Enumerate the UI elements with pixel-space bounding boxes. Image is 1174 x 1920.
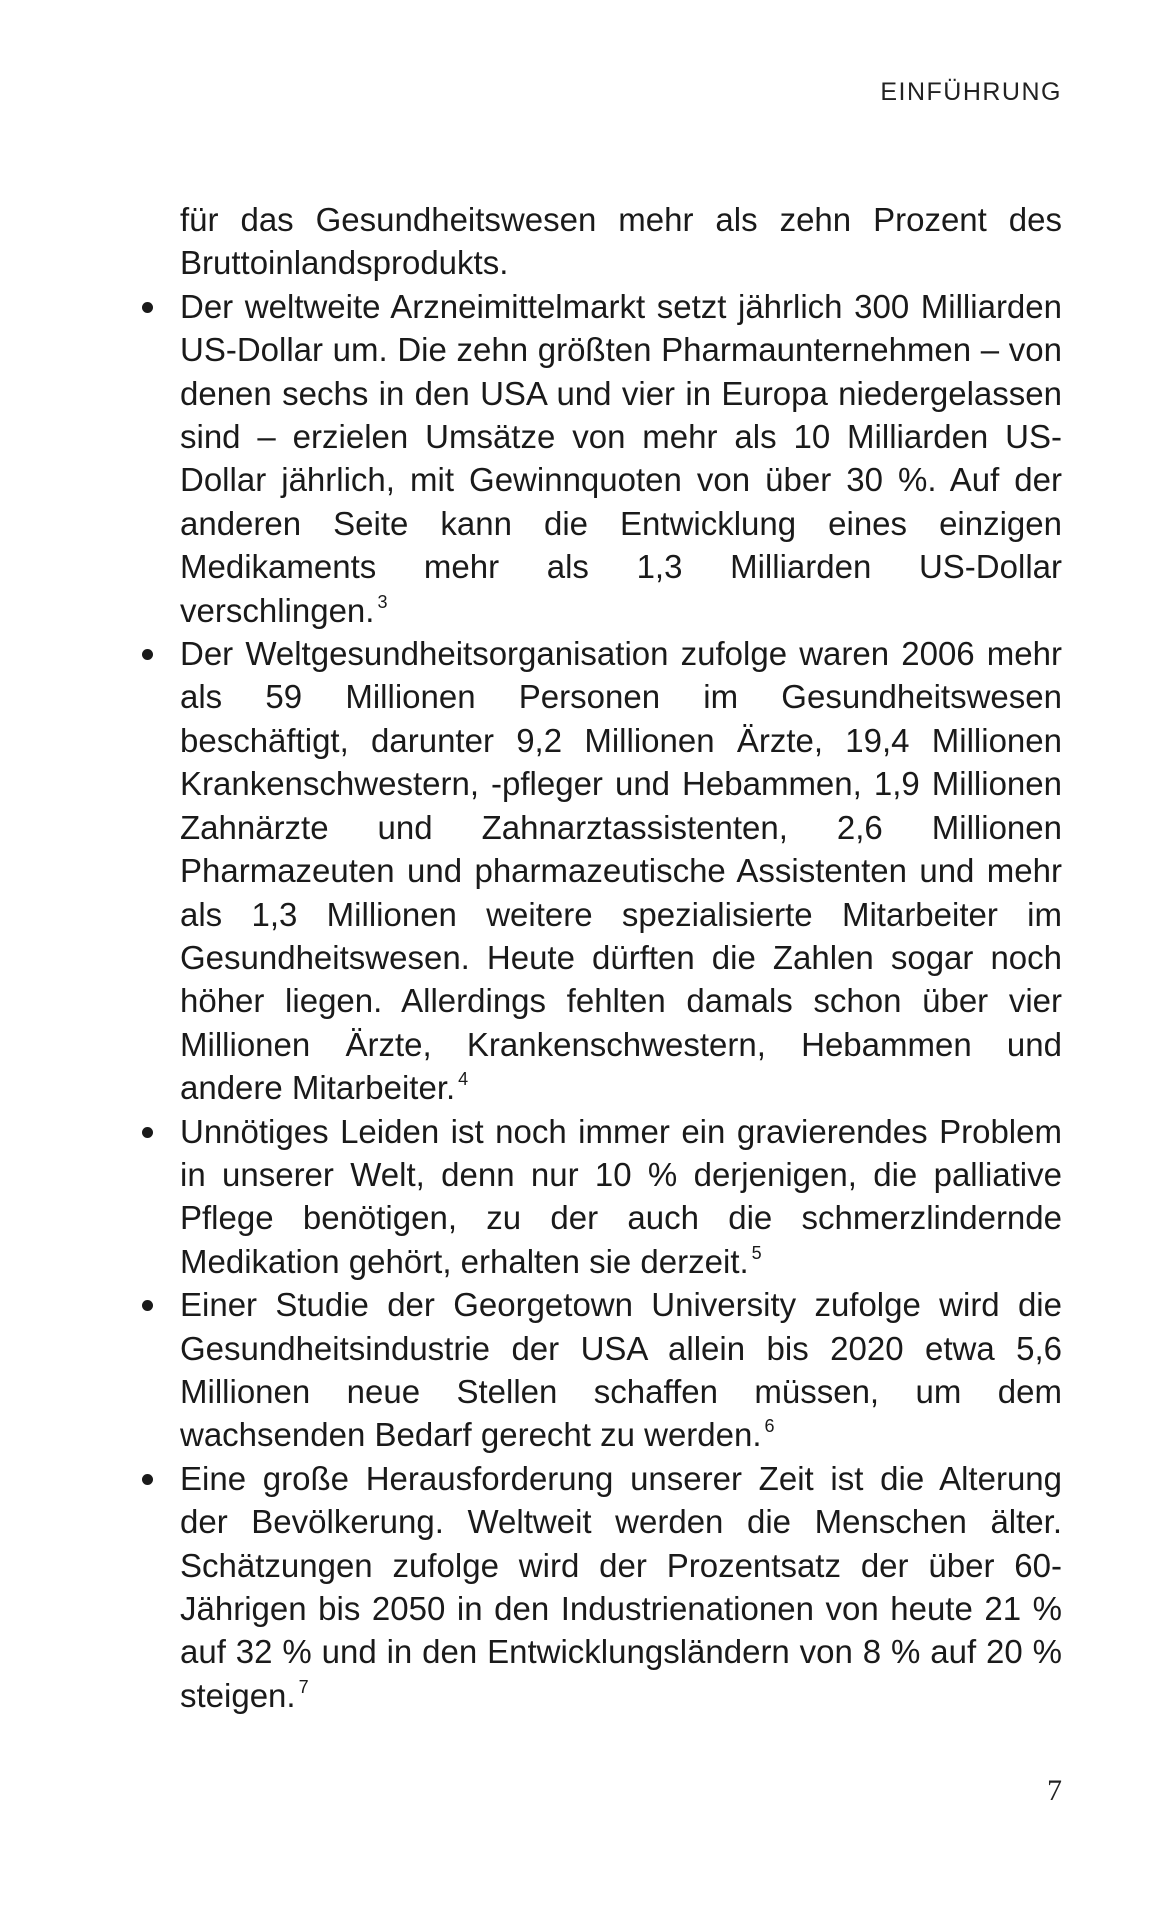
running-head: EINFÜHRUNG bbox=[880, 78, 1062, 106]
bullet-item-georgetown-study bbox=[180, 1283, 1062, 1457]
bullet-text: Der Weltgesundheitsorganisation zufolge waren 2006 mehr als 59 Millionen Personen im Gesundheitswesen beschäftigt, darunter 9,2 Millionen Ärzte, 19,4 Millionen Krankenschwestern, -pfleger und Hebammen, 1,9 Millionen Zahnärzte und Zahnarztassistenten, 2,6 Millionen Pharmazeuten und pharmazeutische Assistenten und mehr als 1,3 Millionen weitere spezialisierte Mitarbeiter im Gesundheitswesen. Heute dürften die Zahlen sogar noch höher liegen. Allerdings fehlten damals schon über vier Millionen Ärzte, Krankenschwestern, Hebammen und andere Mitarbeiter. bbox=[180, 635, 1062, 1107]
bullet-text: Der weltweite Arzneimittelmarkt setzt jährlich 300 Milliarden US-Dollar um. Die zehn größten Pharmaunternehmen – von denen sechs in den USA und vier in Europa niedergelassen sind – erzielen Umsätze von mehr als 10 Milliarden US-Dollar jährlich, mit Gewinnquoten von über 30 %. Auf der anderen Seite kann die Entwicklung eines einzigen Medikaments mehr als 1,3 Milliarden US-Dollar verschlingen. bbox=[180, 287, 1062, 629]
footnote-marker: 7 bbox=[298, 1676, 309, 1697]
bullet-list bbox=[180, 285, 1062, 1717]
footnote-marker: 3 bbox=[377, 591, 388, 612]
bullet-item-palliative-care bbox=[180, 1110, 1062, 1284]
bullet-icon bbox=[142, 1300, 153, 1311]
bullet-icon bbox=[142, 1474, 153, 1485]
footnote-marker: 6 bbox=[764, 1416, 775, 1437]
bullet-text: Einer Studie der Georgetown University zufolge wird die Gesundheitsindustrie der USA allein bis 2020 etwa 5,6 Millionen neue Stellen schaffen müssen, um dem wachsenden Bedarf gerecht zu werden. bbox=[180, 1286, 1062, 1454]
page-number: 7 bbox=[1047, 1774, 1062, 1807]
footnote-marker: 4 bbox=[458, 1069, 469, 1090]
bullet-icon bbox=[142, 1127, 153, 1138]
bullet-item-who-workforce bbox=[180, 632, 1062, 1109]
lead-paragraph: für das Gesundheitswesen mehr als zehn Prozent des Bruttoinlandsprodukts. bbox=[180, 201, 1062, 282]
body-text bbox=[180, 198, 1062, 1717]
bullet-icon bbox=[142, 302, 153, 313]
bullet-item-aging-population bbox=[180, 1457, 1062, 1717]
bullet-text: Unnötiges Leiden ist noch immer ein gravierendes Problem in unserer Welt, denn nur 10 % derjenigen, die palliative Pflege benötigen, zu der auch die schmerzlindernde Medikation gehört, erhalten sie derzeit. bbox=[180, 1112, 1062, 1280]
bullet-icon bbox=[142, 649, 153, 660]
footnote-marker: 5 bbox=[751, 1242, 762, 1263]
bullet-item-pharma-market bbox=[180, 285, 1062, 632]
bullet-text: Eine große Herausforderung unserer Zeit ist die Alterung der Bevölkerung. Weltweit werden die Menschen älter. Schätzungen zufolge wird der Prozentsatz der über 60-Jährigen bis 2050 in den Industrienationen von heute 21 % auf 32 % und in den Entwicklungsländern von 8 % auf 20 % steigen. bbox=[180, 1459, 1062, 1714]
